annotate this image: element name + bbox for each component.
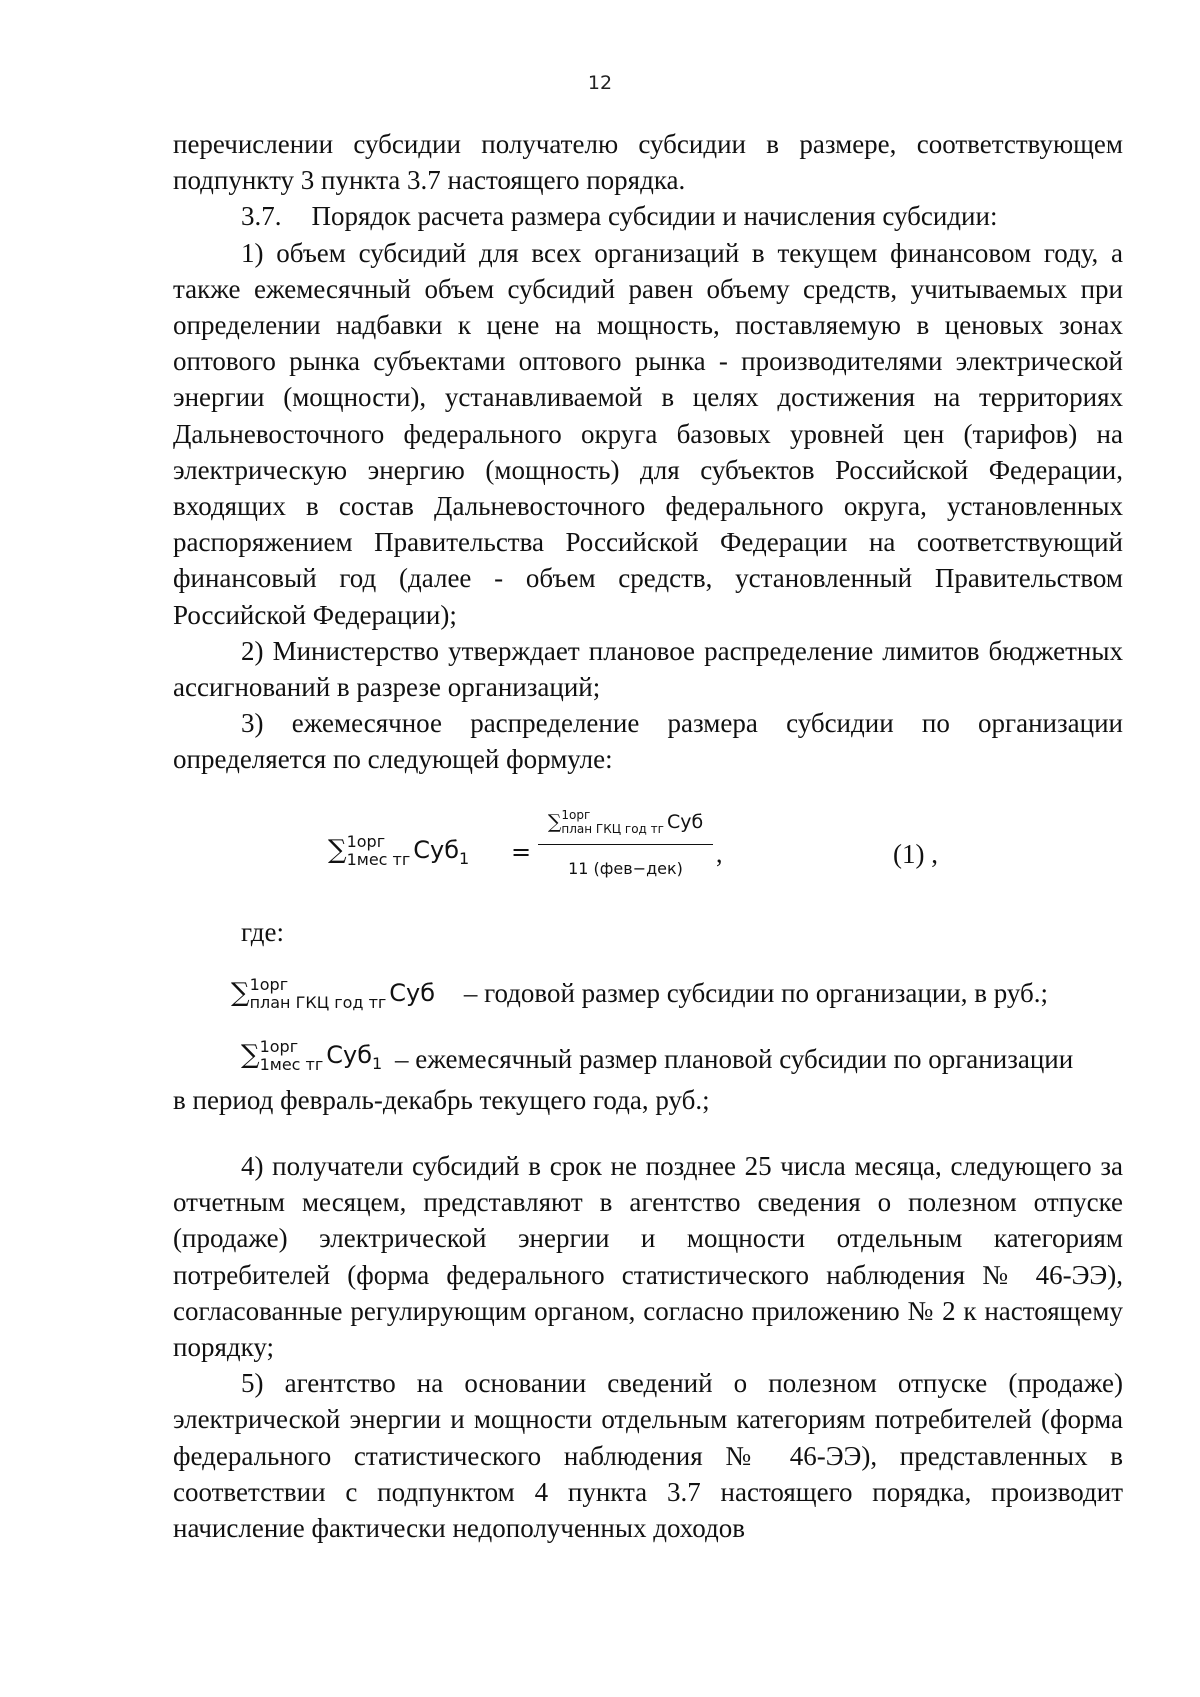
definition-2-expression <box>241 1037 382 1082</box>
sum-limits <box>249 974 387 1012</box>
section-number: 3.7. <box>241 201 282 232</box>
sum-upper-limit: 1орг <box>259 1036 299 1056</box>
formula-1 <box>173 792 1123 912</box>
paragraph-item-5: 5) агентство на основании сведений о полезном отпуске (продаже) электрической энергии и мощности отдельным категориям потребителей (форма федерального статистического наблюдения № 46-ЭЭ), представленных в соответствии с подпунктом 4 пункта 3.7 настоящего порядка, производит начисление фактически недополученных доходов <box>173 1368 1123 1543</box>
sum-limits <box>561 809 664 835</box>
section-heading-3-7 <box>173 198 1123 234</box>
definition-1 <box>173 972 1123 1011</box>
definition-2-index: 1 <box>372 1053 383 1073</box>
section-title: Порядок расчета размера субсидии и начисления субсидии: <box>311 201 998 232</box>
sum-lower-limit: план ГКЦ год тг <box>249 992 387 1012</box>
definition-1-text: – годовой размер субсидии по организации, в руб.; <box>463 977 1049 1008</box>
sum-limits <box>346 831 411 869</box>
paragraph-item-3: 3) ежемесячное распределение размера субсидии по организации определяется по следующей формуле: <box>173 708 1123 775</box>
numerator-term: Суб <box>666 810 704 833</box>
sum-symbol: ∑ <box>241 1039 260 1070</box>
definition-2-term: Суб <box>326 1040 373 1069</box>
formula-fraction <box>538 804 713 887</box>
sum-symbol: ∑ <box>231 977 250 1008</box>
definition-2-first-line <box>241 1036 1074 1075</box>
paragraph-continuation: перечислении субсидии получателю субсидии в размере, соответствующем подпункту 3 пункта 3.7 настоящего порядка. <box>173 129 1123 196</box>
definition-1-expression <box>231 975 435 1011</box>
definition-2-text: – ежемесячный размер плановой субсидии по организации <box>394 1044 1074 1075</box>
fraction-denominator: 11 (фев−дек) <box>568 858 683 878</box>
equals-sign: = <box>511 837 532 866</box>
lhs-index: 1 <box>459 848 470 868</box>
sum-upper-limit: 1орг <box>249 974 289 994</box>
sum-symbol: ∑ <box>328 834 347 865</box>
formula-comma: , <box>716 838 723 868</box>
page-number: 12 <box>587 72 613 94</box>
paragraph-item-1: 1) объем субсидий для всех организаций в текущем финансовом году, а также ежемесячный объем субсидий равен объему средств, учитываемых при определении надбавки к цене на мощность, поставляемую в ценовых зонах оптового рынка субъектами оптового рынка - производителями электрической энергии (мощности), устанавливаемой в целях достижения на территориях Дальневосточного федерального округа базовых уровней цен (тарифов) на электрическую энергию (мощность) для субъектов Российской Федерации, входящих в состав Дальневосточного федерального округа, установленных распоряжением Правительства Российской Федерации на соответствующий финансовый год (далее - объем средств, установленный Правительством Российской Федерации); <box>173 237 1123 630</box>
sum-upper-limit: 1орг <box>561 808 591 823</box>
definition-2 <box>173 1037 1123 1082</box>
paragraph-item-4: 4) получатели субсидий в срок не позднее 25 числа месяца, следующего за отчетным месяцем, представляют в агентство сведения о полезном отпуске (продаже) электрической энергии и мощности отдельным категориям потребителей (форма федерального статистического наблюдения № 46-ЭЭ), согласованные регулирующим органом, согласно приложению № 2 к настоящему порядку; <box>173 1150 1123 1362</box>
lhs-term: Суб <box>413 835 460 864</box>
fraction-numerator <box>538 804 713 845</box>
sum-lower-limit: 1мес тг <box>346 849 411 869</box>
sum-limits <box>259 1036 324 1074</box>
sum-symbol: ∑ <box>547 810 562 833</box>
formula-number: (1) , <box>893 838 938 869</box>
sum-upper-limit: 1орг <box>346 831 386 851</box>
sum-lower-limit: план ГКЦ год тг <box>561 822 664 837</box>
where-label: где: <box>241 916 284 947</box>
paragraph-item-2: 2) Министерство утверждает плановое распределение лимитов бюджетных ассигнований в разрезе организаций; <box>173 635 1123 703</box>
definition-1-term: Суб <box>389 978 436 1007</box>
document-body <box>173 126 1123 1546</box>
sum-lower-limit: 1мес тг <box>259 1054 324 1074</box>
definition-2-continuation: в период февраль-декабрь текущего года, руб.; <box>173 1084 710 1115</box>
formula-lhs <box>328 832 469 877</box>
